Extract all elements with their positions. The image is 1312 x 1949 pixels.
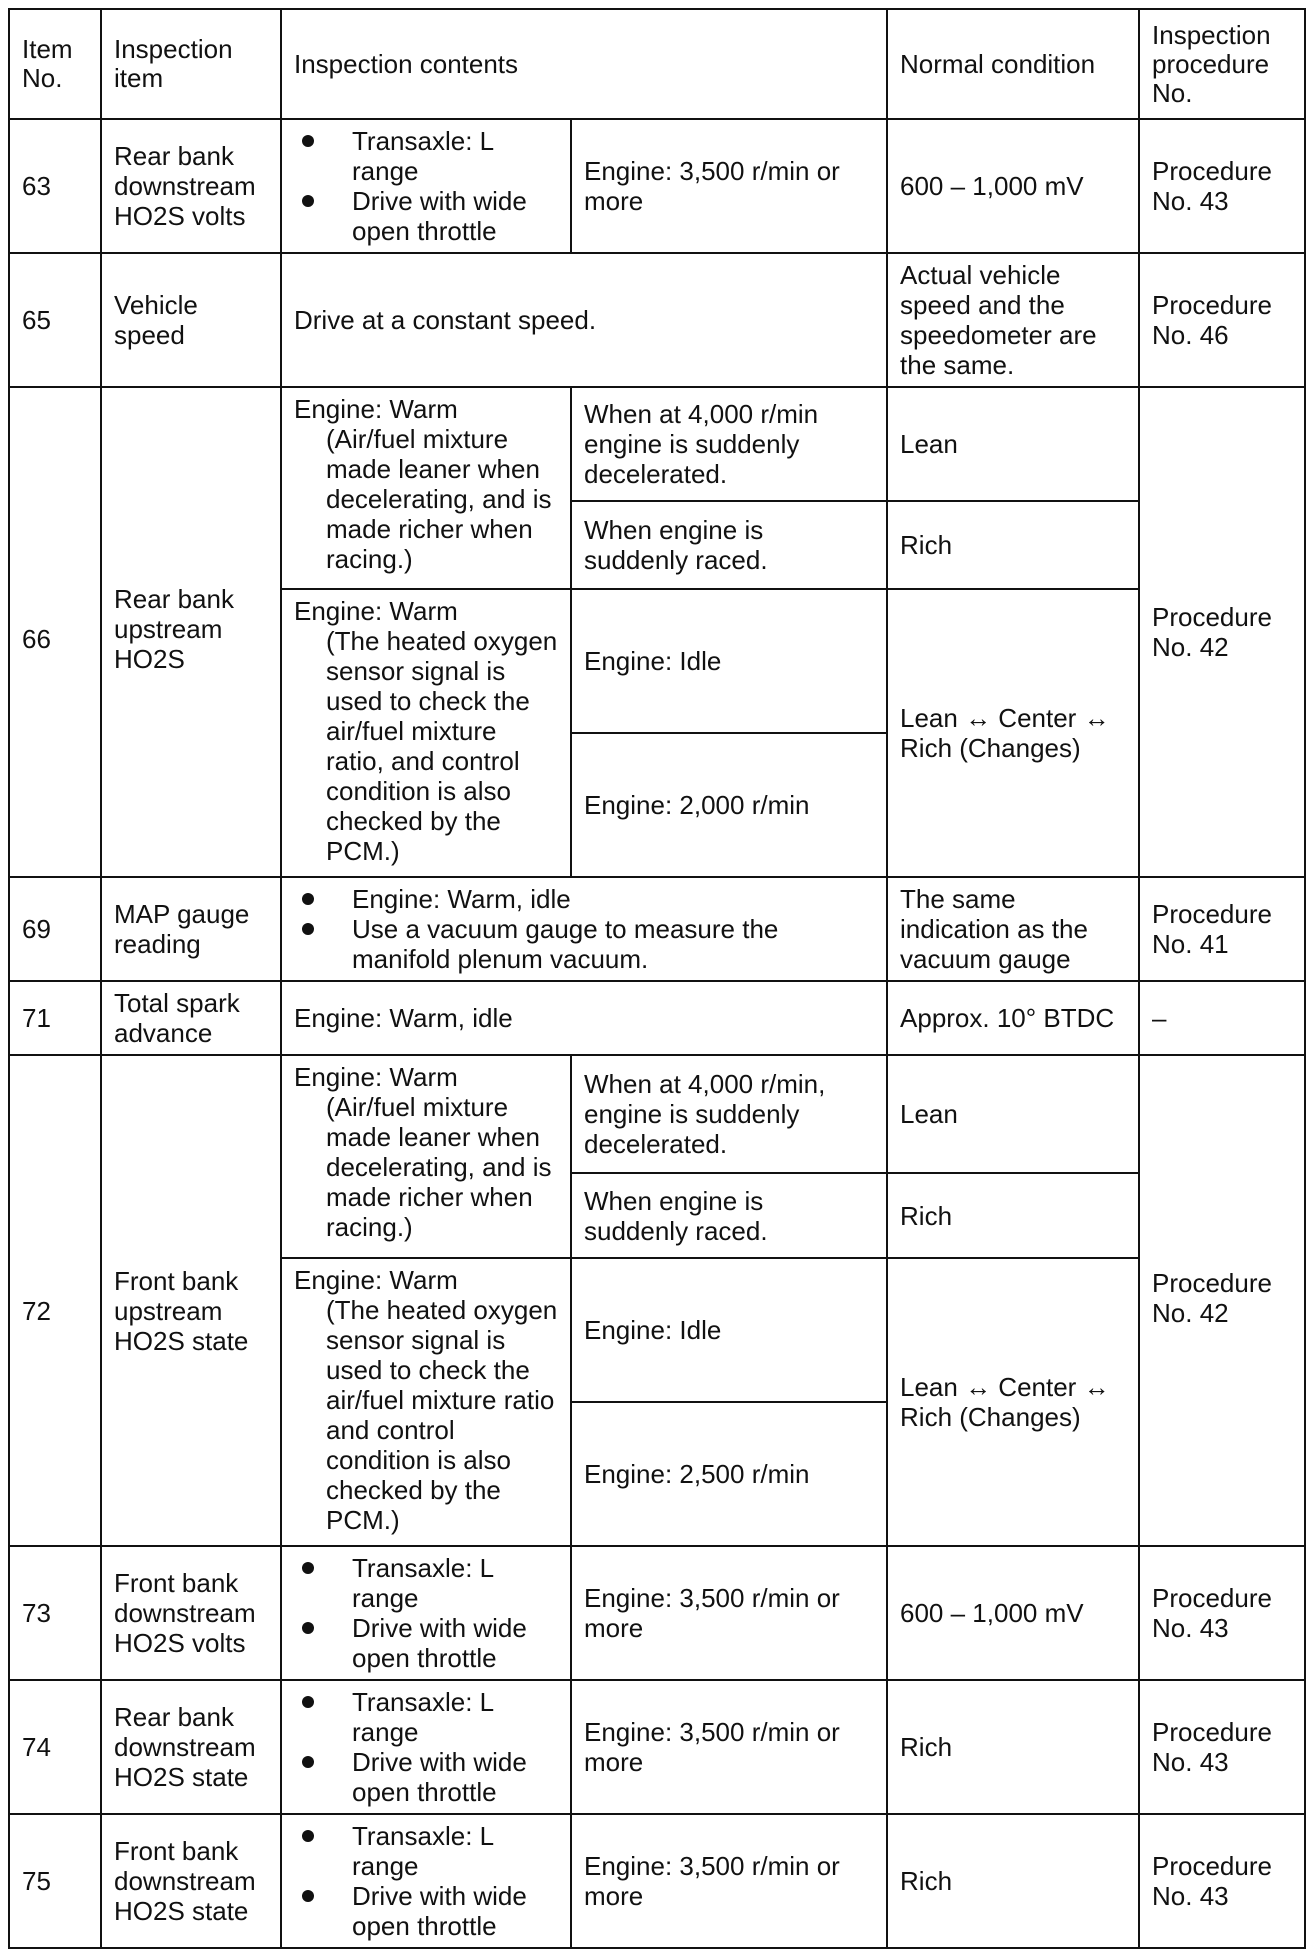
procedure-no: – [1139,981,1305,1055]
procedure-no: Procedure No. 43 [1139,1814,1305,1948]
normal-condition: The same indication as the vacuum gauge [887,877,1139,981]
sub-condition: When at 4,000 r/min engine is suddenly decelerated. [571,387,887,501]
test-condition: Engine: 3,500 r/min or more [571,1680,887,1814]
normal-condition: 600 – 1,000 mV [887,119,1139,253]
sub-condition: When at 4,000 r/min, engine is suddenly decelerated. [571,1055,887,1173]
inspection-item: Front bank downstream HO2S volts [101,1546,281,1680]
normal-condition: Rich [887,1814,1139,1948]
sub-condition: Engine: 2,500 r/min [571,1402,887,1546]
bullet-item: Drive with wide open throttle [294,1613,558,1673]
bullet-item: Drive with wide open throttle [294,186,558,246]
procedure-no: Procedure No. 43 [1139,119,1305,253]
table-row [9,981,1305,1055]
normal-condition: Rich [887,1680,1139,1814]
bullet-list-cell [281,1546,571,1680]
inspection-item: Rear bank downstream HO2S state [101,1680,281,1814]
header-item-no: Item No. [9,9,101,119]
item-no: 66 [9,387,101,877]
table-row [9,1546,1305,1680]
procedure-no: Procedure No. 46 [1139,253,1305,387]
procedure-no: Procedure No. 43 [1139,1680,1305,1814]
bullet-item: Engine: Warm, idle [294,884,874,914]
inspection-item: Front bank downstream HO2S state [101,1814,281,1948]
group-note: (The heated oxygen sensor signal is used to check the air/fuel mixture ratio, and control condition is also checked by the PCM.) [326,626,558,866]
inspection-item: MAP gauge reading [101,877,281,981]
inspection-item: Vehicle speed [101,253,281,387]
table-row [9,1055,1305,1173]
group-contents [281,1055,571,1258]
inspection-item: Front bank upstream HO2S state [101,1055,281,1546]
inspection-contents: Engine: Warm, idle [281,981,887,1055]
normal-condition: Lean [887,1055,1139,1173]
bullet-item: Use a vacuum gauge to measure the manifold plenum vacuum. [294,914,874,974]
inspection-contents: Drive at a constant speed. [281,253,887,387]
table-row [9,119,1305,253]
group-note: (The heated oxygen sensor signal is used to check the air/fuel mixture ratio and control condition is also checked by the PCM.) [326,1295,558,1535]
procedure-no: Procedure No. 42 [1139,1055,1305,1546]
bullet-list-cell [281,877,887,981]
procedure-no: Procedure No. 42 [1139,387,1305,877]
bullet-item: Transaxle: L range [294,1553,558,1613]
bullet-item: Transaxle: L range [294,1821,558,1881]
normal-condition: Approx. 10° BTDC [887,981,1139,1055]
inspection-item: Rear bank downstream HO2S volts [101,119,281,253]
item-no: 63 [9,119,101,253]
bullet-item: Transaxle: L range [294,126,558,186]
group-contents [281,387,571,589]
sub-condition: Engine: Idle [571,589,887,733]
sub-condition: Engine: Idle [571,1258,887,1402]
normal-condition: 600 – 1,000 mV [887,1546,1139,1680]
group-title: Engine: Warm [294,1062,458,1092]
table-row [9,387,1305,501]
item-no: 74 [9,1680,101,1814]
group-title: Engine: Warm [294,596,458,626]
normal-condition: Rich [887,501,1139,589]
group-contents [281,589,571,877]
sub-condition: When engine is suddenly raced. [571,501,887,589]
bullet-list-cell [281,1680,571,1814]
header-procedure-no: Inspection procedure No. [1139,9,1305,119]
sub-condition: Engine: 2,000 r/min [571,733,887,877]
test-condition: Engine: 3,500 r/min or more [571,1814,887,1948]
header-row [9,9,1305,119]
group-contents [281,1258,571,1546]
bullet-item: Transaxle: L range [294,1687,558,1747]
header-normal-condition: Normal condition [887,9,1139,119]
table-row [9,253,1305,387]
normal-condition: Rich [887,1173,1139,1258]
inspection-table [8,8,1306,1949]
item-no: 72 [9,1055,101,1546]
procedure-no: Procedure No. 43 [1139,1546,1305,1680]
bullet-list-cell [281,119,571,253]
test-condition: Engine: 3,500 r/min or more [571,119,887,253]
item-no: 65 [9,253,101,387]
group-title: Engine: Warm [294,394,458,424]
inspection-item: Rear bank upstream HO2S [101,387,281,877]
group-title: Engine: Warm [294,1265,458,1295]
normal-condition: Lean ↔ Center ↔ Rich (Changes) [887,589,1139,877]
sub-condition: When engine is suddenly raced. [571,1173,887,1258]
bullet-list-cell [281,1814,571,1948]
test-condition: Engine: 3,500 r/min or more [571,1546,887,1680]
bullet-item: Drive with wide open throttle [294,1747,558,1807]
bullet-item: Drive with wide open throttle [294,1881,558,1941]
item-no: 75 [9,1814,101,1948]
table-row [9,1680,1305,1814]
header-inspection-contents: Inspection contents [281,9,887,119]
inspection-item: Total spark advance [101,981,281,1055]
group-note: (Air/fuel mixture made leaner when decelerating, and is made richer when racing.) [326,1092,552,1242]
header-inspection-item: Inspection item [101,9,281,119]
group-note: (Air/fuel mixture made leaner when decelerating, and is made richer when racing.) [326,424,552,574]
item-no: 73 [9,1546,101,1680]
item-no: 71 [9,981,101,1055]
table-row [9,1814,1305,1948]
procedure-no: Procedure No. 41 [1139,877,1305,981]
table-row [9,877,1305,981]
normal-condition: Actual vehicle speed and the speedometer are the same. [887,253,1139,387]
normal-condition: Lean ↔ Center ↔ Rich (Changes) [887,1258,1139,1546]
normal-condition: Lean [887,387,1139,501]
item-no: 69 [9,877,101,981]
